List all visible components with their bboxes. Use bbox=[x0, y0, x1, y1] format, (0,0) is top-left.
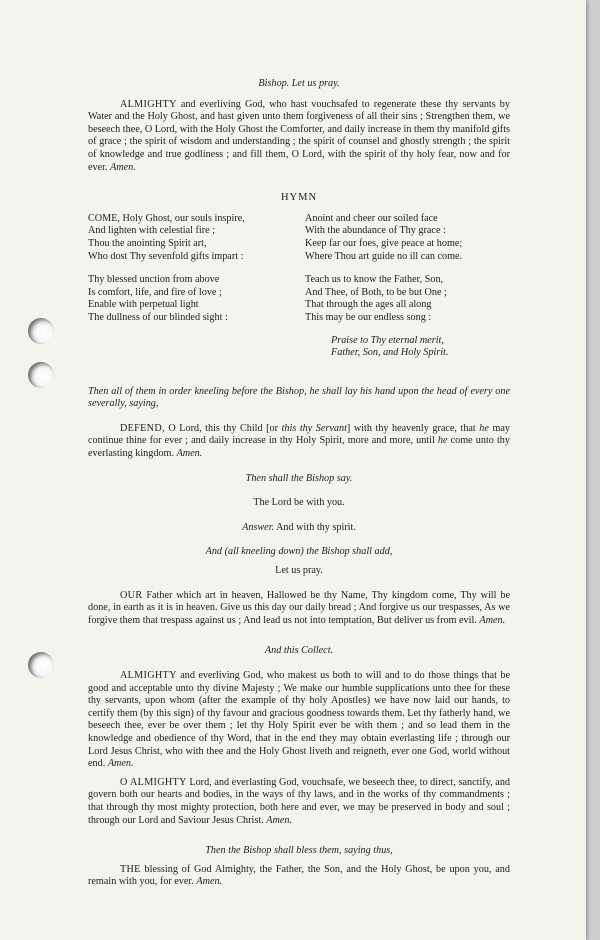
hymn-line: COME, Holy Ghost, our souls inspire, bbox=[88, 212, 245, 224]
answer-label: Answer. bbox=[242, 521, 275, 533]
hymn-line: This may be our endless song : bbox=[305, 311, 432, 323]
rubric-bishop-say: Then shall the Bishop say. bbox=[245, 472, 353, 484]
prayer-text: ] with thy heavenly grace, that bbox=[346, 422, 480, 434]
prayer-lead-word: OUR bbox=[120, 589, 143, 601]
prayer-text: O Lord, this thy Child [or bbox=[164, 422, 282, 434]
rubric-bless: Then the Bishop shall bless them, saying thus, bbox=[205, 845, 393, 857]
hymn-right-column bbox=[305, 213, 510, 360]
hymn-line: Thy blessed unction from above bbox=[88, 274, 220, 286]
hymn-stanza bbox=[305, 213, 510, 263]
answer-text: And with thy spirit. bbox=[276, 521, 356, 533]
prayer-lead-word: O ALMIGHTY bbox=[120, 776, 187, 788]
collect-o-almighty bbox=[88, 777, 510, 827]
pronoun: he bbox=[479, 422, 489, 434]
hymn-line: Anoint and cheer our soiled face bbox=[305, 212, 438, 224]
binder-hole bbox=[28, 318, 54, 344]
rubric-kneeling: Then all of them in order kneeling before the Bishop, he shall lay his hand upon the head of every one severally, saying, bbox=[88, 385, 510, 410]
hymn-stanza bbox=[88, 213, 293, 263]
versicle: The Lord be with you. bbox=[253, 497, 345, 509]
rubric-bishop-pray: Bishop. Let us pray. bbox=[258, 78, 340, 89]
let-us-pray: Let us pray. bbox=[275, 565, 323, 577]
rubric-kneeling-add bbox=[88, 546, 510, 559]
prayer-text: come unto thy everlasting kingdom. bbox=[88, 435, 510, 460]
hymn-line: That through the ages all along bbox=[305, 299, 432, 311]
prayer-lead-word: ALMIGHTY bbox=[120, 98, 177, 110]
prayer-lead-word: ALMIGHTY bbox=[120, 670, 177, 681]
hymn-left-column bbox=[88, 213, 293, 360]
hymn-stanza bbox=[88, 274, 293, 324]
hymn-line: Father, Son, and Holy Spirit. bbox=[331, 347, 449, 359]
rubric-collect: And this Collect. bbox=[264, 645, 334, 657]
hymn-line: Is comfort, life, and fire of love ; bbox=[88, 286, 222, 298]
hymn-line: Thou the anointing Spirit art, bbox=[88, 237, 207, 249]
pronoun: he bbox=[437, 435, 448, 447]
hymn-line: Keep far our foes, give peace at home; bbox=[305, 237, 463, 249]
rubric-text: And ( bbox=[205, 546, 228, 558]
hymn-line: Where Thou art guide no ill can come. bbox=[305, 250, 463, 262]
prayer-text: blessing of God Almighty, the Father, the Son, and the Holy Ghost, be upon you, and remain with you, for ever. bbox=[88, 863, 510, 888]
amen: Amen. bbox=[107, 758, 134, 770]
amen: Amen. bbox=[110, 161, 136, 173]
blessing bbox=[88, 864, 510, 889]
rubric-text: ) the Bishop shall add, bbox=[300, 546, 393, 558]
collect-almighty bbox=[88, 670, 510, 771]
amen: Amen. bbox=[196, 876, 223, 888]
response bbox=[88, 522, 510, 535]
prayer-text: and everliving God, who hast vouchsafed to regenerate these thy servants by Water and the Holy Ghost, and hast given unto them forgiveness of all their sins ; Strengthen them, we beseech thee, O Lord, with the Holy Ghost the Comforter, and daily increase in them thy manifold gifts of grace ; the spirit of wisdom and understanding ; the spirit of counsel and ghostly strength ; the spirit of knowledge and true godliness ; and fill them, O Lord, with the spirit of thy holy fear, now and for ever. bbox=[88, 98, 510, 173]
hymn-doxology bbox=[305, 335, 510, 360]
prayer-text: Father which art in heaven, Hallowed be thy Name, Thy kingdom come, Thy will be done, in earth as it is in heaven. Give us this day our daily bread ; And forgive us our trespasses, As we forgive them that trespass against us ; And lead us not into temptation, But deliver us from evil. bbox=[88, 589, 510, 626]
hymn-line: And lighten with celestial fire ; bbox=[88, 225, 216, 237]
hymn-line: The dullness of our blinded sight : bbox=[88, 311, 228, 323]
hymn-heading: HYMN bbox=[280, 192, 318, 204]
prayer-text: Lord, and everlasting God, vouchsafe, we beseech thee, to direct, sanctify, and govern both our hearts and bodies, in the ways of thy laws, and in the works of thy commandments ; that through thy most mighty protection, both here and ever, we may be preserved in body and soul ; through our Lord and Saviour Jesus Christ. bbox=[88, 776, 511, 826]
hymn-line: And Thee, of Both, to be but One ; bbox=[305, 286, 447, 298]
prayer-text: may continue thine for ever ; and daily increase in thy Holy Spirit, more and more, until bbox=[88, 422, 510, 447]
hymn-line: Teach us to know the Father, Son, bbox=[305, 274, 444, 286]
hymn-stanza bbox=[305, 274, 510, 324]
hymn-line: With the abundance of Thy grace : bbox=[305, 225, 446, 237]
amen: Amen. bbox=[266, 814, 293, 826]
prayer-text: and everliving God, who makest us both to will and to do those things that be good and acceptable unto thy divine Majesty ; We make our humble supplications unto thee for these thy servants, upon whom (after the example of thy holy Apostles) we have now laid our hands, to certify them (by this sign) of thy favour and gracious goodness towards them. Let thy fatherly hand, we beseech thee, ever be over them ; let thy Holy Spirit ever be with them ; and so lead them in the knowledge and obedience of thy Word, that in the end they may obtain everlasting life ; through our Lord Jesus Christ, who with thee and the Holy Ghost liveth and reigneth, ever one God, world without end. bbox=[88, 670, 510, 770]
hymn-line: Praise to Thy eternal merit, bbox=[331, 334, 444, 346]
prayer-defend bbox=[88, 423, 510, 461]
prayer-lead-word: THE bbox=[120, 863, 141, 875]
amen: Amen. bbox=[176, 448, 203, 460]
amen: Amen. bbox=[479, 614, 506, 626]
lords-prayer bbox=[88, 590, 510, 628]
alternative-text: this thy Servant bbox=[281, 422, 347, 434]
rubric-text: all kneeling down bbox=[227, 546, 301, 558]
hymn bbox=[88, 213, 510, 360]
binder-hole bbox=[28, 652, 54, 678]
hymn-line: Enable with perpetual light bbox=[88, 299, 199, 311]
prayer-lead-word: DEFEND, bbox=[120, 422, 165, 434]
prayer-almighty bbox=[88, 99, 510, 175]
binder-hole bbox=[28, 362, 54, 388]
hymn-line: Who dost Thy sevenfold gifts impart : bbox=[88, 250, 244, 262]
page-content bbox=[88, 78, 510, 889]
